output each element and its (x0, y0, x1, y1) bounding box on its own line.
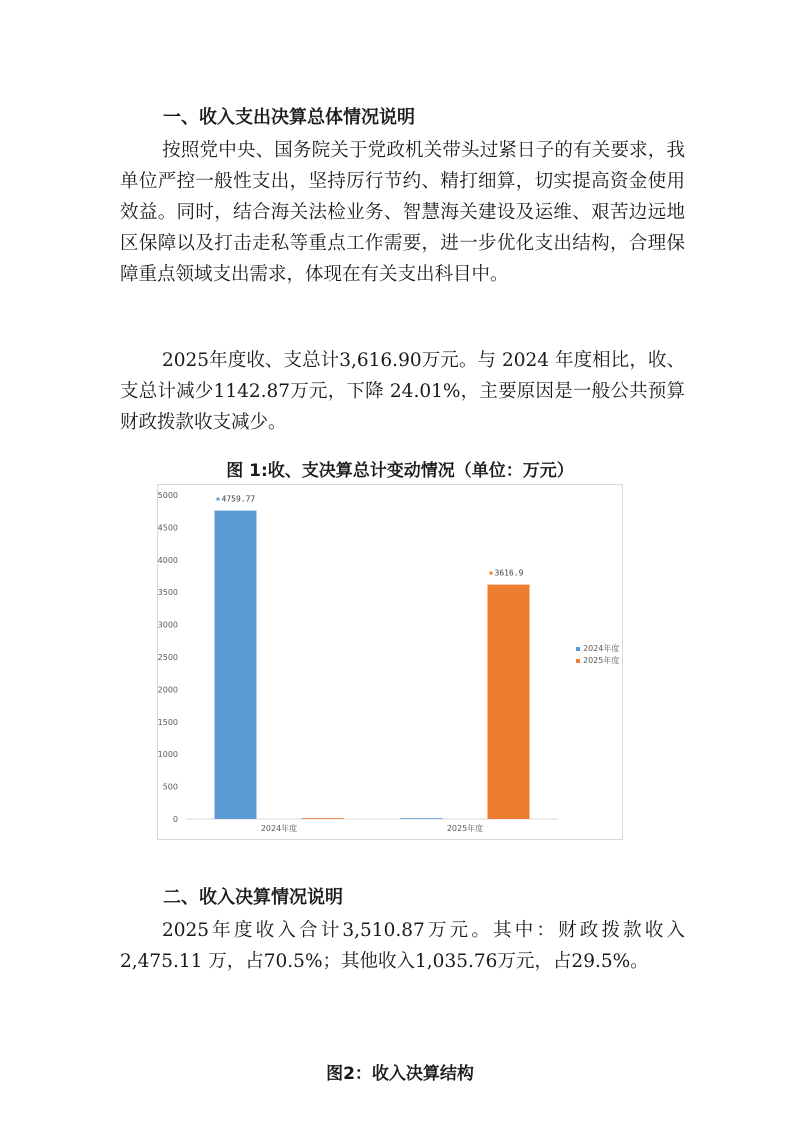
y-tick-label: 3000 (158, 620, 178, 630)
section1-heading: 一、收入支出决算总体情况说明 (163, 107, 415, 128)
y-tick-label: 2000 (158, 685, 178, 695)
bar (302, 818, 344, 819)
data-label-marker (490, 572, 493, 575)
y-tick-label: 3500 (158, 588, 178, 598)
section2-paragraph-1 (120, 915, 685, 977)
legend-swatch (576, 659, 580, 663)
legend-label: 2024年度 (583, 644, 620, 653)
section2-paragraph-1-text: 2025年度收入合计3,510.87万元。其中：财政拨款收入2,475.11 万，占70.5%；其他收入1,035.76万元，占29.5%。 (120, 920, 685, 972)
y-tick-label: 500 (162, 782, 178, 792)
y-tick-label: 1000 (158, 750, 178, 760)
y-tick-label: 5000 (158, 491, 178, 500)
data-label-marker (217, 498, 220, 501)
section2-heading: 二、收入决算情况说明 (163, 887, 343, 908)
y-tick-label: 0 (172, 815, 178, 824)
section1-paragraph-1-text: 按照党中央、国务院关于党政机关带头过紧日子的有关要求，我单位严控一般性支出，坚持厉行节约、精打细算，切实提高资金使用效益。同时，结合海关法检业务、智慧海关建设及运维、艰苦边远地区保障以及打击走私等重点工作需要，进一步优化支出结构，合理保障重点领域支出需求，体现在有关支出科目中。 (120, 140, 685, 285)
figure1-title: 图 1:收、支决算总计变动情况（单位：万元） (226, 461, 574, 481)
bar (488, 585, 530, 819)
figure2-title: 图2：收入决算结构 (326, 1064, 474, 1084)
x-category-label: 2024年度 (260, 824, 298, 833)
y-tick-label: 4500 (158, 523, 178, 533)
y-tick-label: 2500 (158, 653, 178, 662)
y-tick-label: 1500 (158, 717, 178, 727)
data-label: 3616.9 (494, 568, 524, 578)
section1-paragraph-1 (120, 135, 685, 290)
y-tick-label: 4000 (158, 555, 178, 565)
data-label: 4759.77 (221, 494, 256, 504)
bar (215, 511, 257, 819)
figure1-chart-svg (158, 485, 622, 839)
section1-paragraph-2 (120, 345, 685, 438)
section1-paragraph-2-text: 2025年度收、支总计3,616.90万元。与 2024 年度相比，收、支总计减少1142.87万元，下降 24.01%，主要原因是一般公共预算财政拨款收支减少。 (120, 350, 685, 433)
figure1-chart (157, 484, 623, 840)
legend-swatch (576, 647, 580, 651)
x-category-label: 2025年度 (446, 824, 484, 833)
legend-label: 2025年度 (583, 656, 620, 665)
bar (401, 818, 443, 819)
